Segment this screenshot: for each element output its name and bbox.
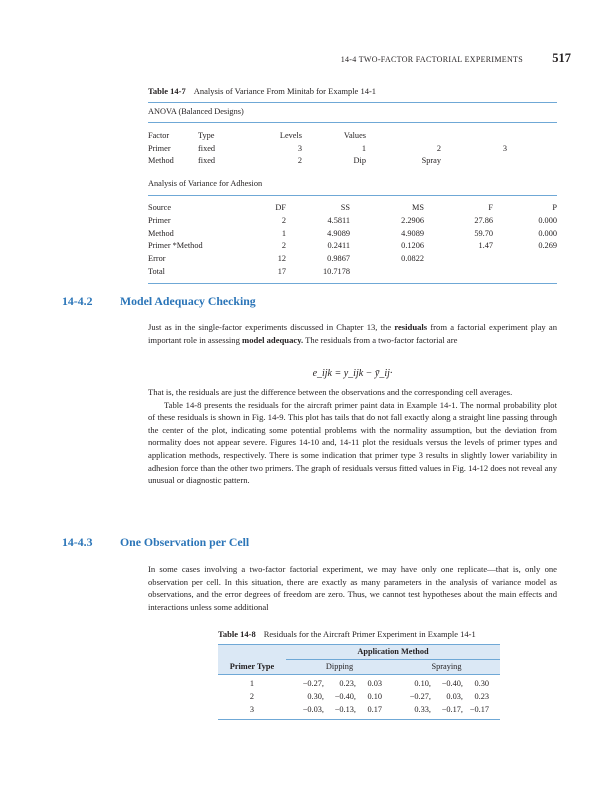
- cell: 2: [436, 143, 441, 153]
- col-header-spraying: Spraying: [431, 662, 462, 671]
- spraying-cell: 0.10, −0.40, 0.30: [414, 679, 489, 688]
- table-row: [218, 677, 500, 690]
- section-number: 14-4.3: [62, 535, 93, 549]
- header-cell: Source: [148, 202, 172, 212]
- running-head: [0, 51, 609, 69]
- section-title: Model Adequacy Checking: [120, 294, 256, 308]
- cell: 12: [277, 254, 286, 264]
- cell: Dip: [353, 156, 366, 166]
- cell: [507, 155, 557, 168]
- table-row: [218, 690, 500, 703]
- cell: 0.000: [538, 215, 557, 225]
- cell: 4.5811: [327, 215, 350, 225]
- anova-row: [148, 228, 557, 241]
- header-cell: Factor: [148, 130, 170, 140]
- cell: [493, 266, 557, 279]
- cell: [493, 253, 557, 266]
- table-subtitle: ANOVA (Balanced Designs): [148, 107, 244, 116]
- factor-header-row: [148, 130, 557, 143]
- residual-equation: [148, 368, 557, 379]
- dipping-cell: −0.27, 0.23, 0.03: [302, 679, 382, 688]
- header-cell: [507, 130, 557, 143]
- cell: 2.2906: [401, 215, 424, 225]
- cell: [441, 155, 507, 168]
- cell: 1.47: [478, 241, 493, 251]
- primer-type-cell: 2: [249, 692, 255, 701]
- page-number: 517: [552, 51, 571, 65]
- text-run: The residuals from a two-factor factorial are: [303, 334, 458, 345]
- bold-term: model adequacy.: [242, 334, 304, 345]
- cell: Primer: [148, 215, 171, 225]
- cell: 2: [297, 156, 302, 166]
- table-caption: [218, 627, 500, 641]
- cell: Total: [148, 266, 165, 276]
- anova-header-row: [148, 202, 557, 215]
- header-cell: Values: [343, 130, 366, 140]
- table-caption: [148, 84, 557, 98]
- primer-type-cell: 3: [249, 705, 255, 714]
- cell: 17: [277, 266, 286, 276]
- table-rule: [148, 283, 557, 284]
- cell: Method: [148, 156, 174, 166]
- table-label: Table 14-8: [218, 629, 256, 639]
- header-cell: [441, 130, 507, 143]
- table-rule: [148, 122, 557, 123]
- cell: Method: [148, 228, 174, 238]
- header-cell: DF: [275, 202, 286, 212]
- cell: 0.000: [538, 228, 557, 238]
- section-heading: [62, 535, 249, 550]
- anova-title: Analysis of Variance for Adhesion: [148, 179, 263, 189]
- cell: [424, 266, 493, 279]
- spraying-cell: −0.27, 0.03, 0.23: [409, 692, 489, 701]
- cell: Error: [148, 254, 166, 264]
- cell: 2: [281, 241, 286, 251]
- header-cell: [366, 130, 441, 143]
- text-run: Table 14-8 presents the residuals for the aircraft primer paint data in Example 14-1. The normal probability plot of these residuals is shown in Fig. 14-9. This plot has tails that do not fall exactly along a straight line passing through the center of the plot, indicating some potential problems with the normality assumption, but the deviation from normality does not appear severe. Figures 14-10 and, 14-11 plot the residuals versus the levels of primer types and application methods, respectively. There is some indication that primer type 3 results in slightly lower variability in adhesion force than the other two primers. The graph of residuals versus fitted values in Fig. 14-12 does not reveal any unusual or diagnostic pattern.: [148, 399, 557, 486]
- table-label: Table 14-7: [148, 86, 186, 96]
- cell: Primer: [148, 143, 171, 153]
- bold-term: residuals: [394, 322, 428, 332]
- paragraph: [148, 563, 557, 613]
- equation-text: e_ijk = y_ijk − ȳ_ij·: [312, 368, 393, 379]
- text-run: from a factorial experiment play an important role in assessing: [148, 322, 557, 345]
- section-heading: [62, 294, 256, 309]
- cell: 0.0822: [401, 254, 424, 264]
- paragraph: [148, 386, 557, 487]
- column-header-row: [218, 660, 500, 674]
- col-header-dipping: Dipping: [325, 662, 354, 671]
- table-row: [218, 703, 500, 716]
- paragraph: [148, 321, 557, 346]
- header-cell: SS: [340, 202, 350, 212]
- header-cell: MS: [412, 202, 424, 212]
- anova-row: [148, 266, 557, 279]
- cell: 10.7178: [323, 266, 350, 276]
- cell: fixed: [198, 143, 216, 153]
- factor-row: [148, 155, 557, 168]
- cell: 0.1206: [401, 241, 424, 251]
- table-rule: [148, 195, 557, 196]
- cell: 27.86: [474, 215, 493, 225]
- cell: Spray: [421, 156, 441, 166]
- anova-row: [148, 215, 557, 228]
- cell: 4.9089: [401, 228, 424, 238]
- anova-row: [148, 253, 557, 266]
- running-head-section: 14-4 TWO-FACTOR FACTORIAL EXPERIMENTS: [340, 55, 523, 64]
- header-cell: Levels: [279, 130, 302, 140]
- table-14-8: [218, 627, 500, 720]
- header-cell: P: [552, 202, 557, 212]
- table-rule: [148, 102, 557, 103]
- spraying-cell: 0.33, −0.17, −0.17: [414, 705, 489, 714]
- cell: 3: [297, 143, 302, 153]
- cell: 1: [281, 228, 286, 238]
- text-run: In some cases involving a two-factor factorial experiment, we may have only one replicate—that is, only one observation per cell. In this situation, there are exactly as many parameters in the analysis of variance model as observations, and the error degrees of freedom are zero. Thus, we cannot test hypotheses about the main effects and interactions unless some additional: [148, 564, 557, 612]
- anova-table: [148, 202, 557, 279]
- dipping-cell: 0.30, −0.40, 0.10: [307, 692, 382, 701]
- primer-type-cell: 1: [249, 679, 255, 688]
- cell: 59.70: [474, 228, 493, 238]
- cell: 3: [502, 143, 507, 153]
- cell: [507, 143, 557, 156]
- cell: 0.269: [538, 241, 557, 251]
- cell: Primer *Method: [148, 241, 203, 251]
- table-14-7: [148, 84, 557, 284]
- section-title: One Observation per Cell: [120, 535, 250, 549]
- anova-row: [148, 240, 557, 253]
- cell: 0.2411: [327, 241, 350, 251]
- text-run: That is, the residuals are just the difference between the observations and the corresponding cell averages.: [148, 387, 513, 397]
- cell: 1: [361, 143, 366, 153]
- table-rule: [218, 674, 500, 675]
- table-header-block: [218, 645, 500, 674]
- cell: fixed: [198, 156, 216, 166]
- header-cell: F: [488, 202, 493, 212]
- header-cell: Type: [198, 130, 215, 140]
- table-title: Residuals for the Aircraft Primer Experiment in Example 14-1: [263, 629, 476, 639]
- factor-table: [148, 130, 557, 168]
- section-number: 14-4.2: [62, 294, 93, 308]
- cell: 0.9867: [327, 254, 350, 264]
- factor-row: [148, 143, 557, 156]
- cell: 2: [281, 215, 286, 225]
- group-header: Application Method: [357, 647, 429, 656]
- dipping-cell: −0.03, −0.13, 0.17: [302, 705, 382, 714]
- table-title: Analysis of Variance From Minitab for Example 14-1: [193, 86, 377, 96]
- table-rule: [218, 719, 500, 720]
- cell: 4.9089: [327, 228, 350, 238]
- row-header: Primer Type: [229, 662, 275, 671]
- cell: [350, 266, 424, 279]
- text-run: Just as in the single-factor experiments discussed in Chapter 13, the: [148, 322, 395, 332]
- cell: [424, 253, 493, 266]
- group-header-row: [218, 645, 500, 659]
